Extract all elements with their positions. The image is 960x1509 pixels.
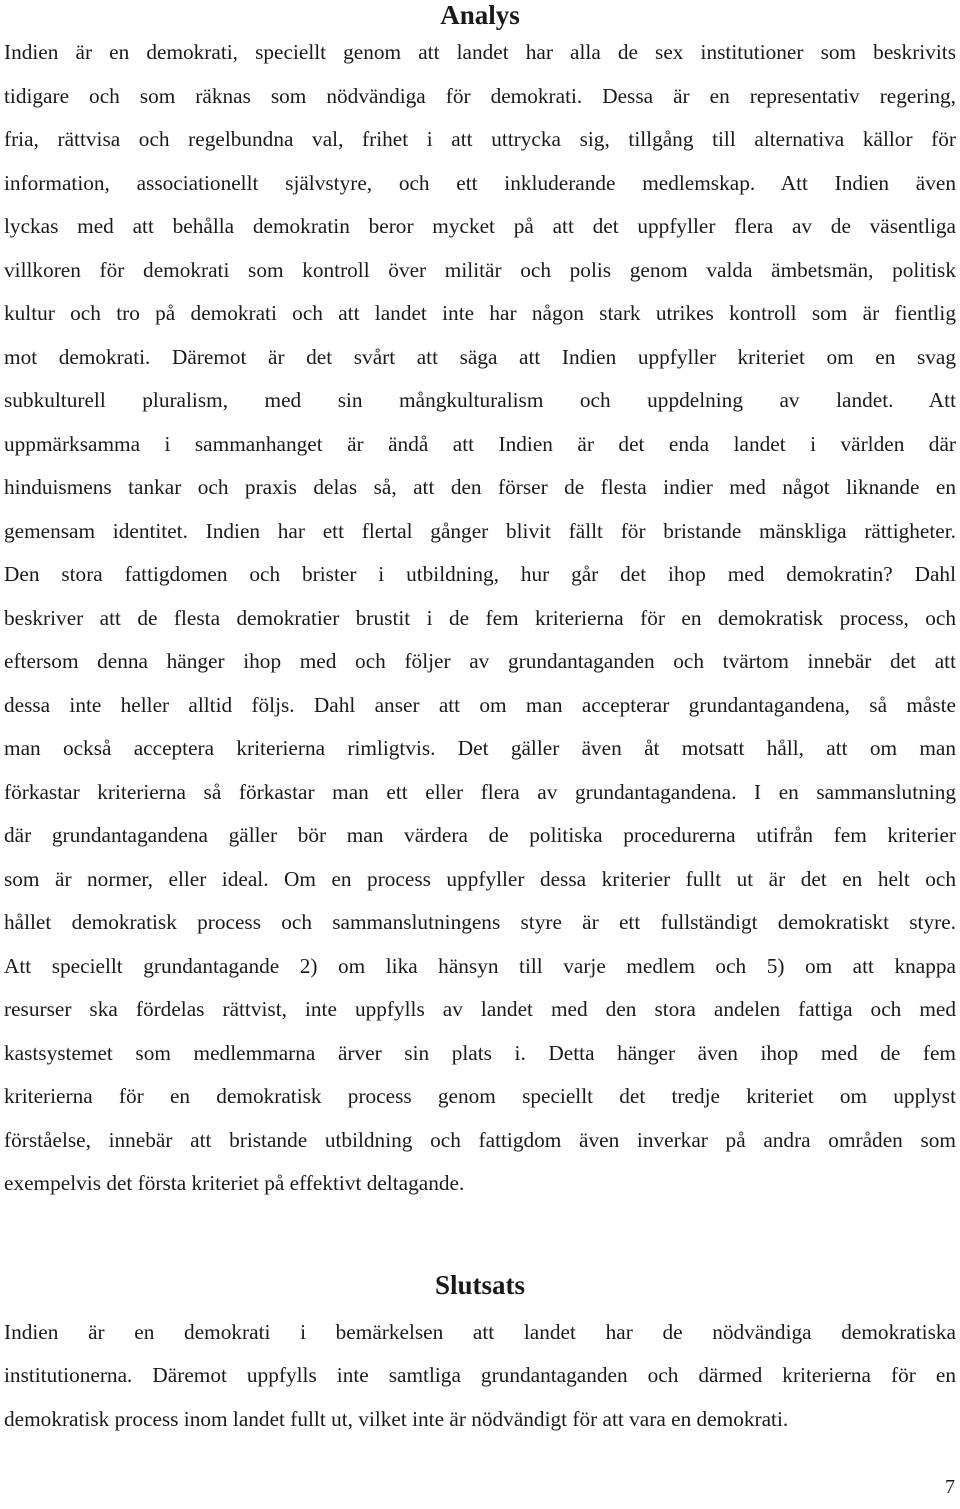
text-line: resurser ska fördelas rättvist, inte uppfylls av landet med den stora andelen fattiga och med bbox=[4, 997, 956, 1021]
document-page bbox=[4, 0, 956, 1441]
text-line: Att speciellt grundantagande 2) om lika hänsyn till varje medlem och 5) om att knappa bbox=[4, 953, 956, 978]
text-line: man också acceptera kriterierna rimligtvis. Det gäller även åt motsatt håll, att om man bbox=[4, 736, 956, 760]
text-line: information, associationellt självstyre, och ett inkluderande medlemskap. Att Indien även bbox=[4, 170, 956, 195]
text-line: uppmärksamma i sammanhanget är ändå att Indien är det enda landet i världen där bbox=[4, 431, 956, 456]
text-line: gemensam identitet. Indien har ett flertal gånger blivit fällt för bristande mänskliga rättigheter. bbox=[4, 518, 956, 543]
page-number: 7 bbox=[945, 1476, 955, 1498]
text-line: tidigare och som räknas som nödvändiga för demokrati. Dessa är en representativ regering, bbox=[4, 83, 956, 108]
analys-heading: Analys bbox=[440, 0, 520, 30]
text-line: institutionerna. Däremot uppfylls inte samtliga grundantaganden och därmed kriterierna för en bbox=[4, 1363, 956, 1387]
text-line: lyckas med att behålla demokratin beror mycket på att det uppfyller flera av de väsentliga bbox=[4, 214, 956, 238]
text-line: dessa inte heller alltid följs. Dahl anser att om man accepterar grundantagandena, så måste bbox=[4, 692, 956, 717]
text-line: beskriver att de flesta demokratier brustit i de fem kriterierna för en demokratisk process, och bbox=[4, 605, 956, 630]
text-line: hinduismens tankar och praxis delas så, att den förser de flesta indier med något liknande en bbox=[4, 475, 956, 499]
text-line: Den stora fattigdomen och brister i utbildning, hur går det ihop med demokratin? Dahl bbox=[4, 562, 956, 586]
text-line: villkoren för demokrati som kontroll över militär och polis genom valda ämbetsmän, politisk bbox=[4, 257, 956, 282]
text-line: eftersom denna hänger ihop med och följer av grundantaganden och tvärtom innebär det att bbox=[4, 649, 956, 673]
text-line: Indien är en demokrati i bemärkelsen att landet har de nödvändiga demokratiska bbox=[4, 1319, 956, 1344]
text-line: exempelvis det första kriteriet på effektivt deltagande. bbox=[4, 1171, 465, 1195]
text-line: hållet demokratisk process och sammanslutningens styre är ett fullständigt demokratiskt styre. bbox=[4, 910, 956, 934]
text-line: fria, rättvisa och regelbundna val, frihet i att uttrycka sig, tillgång till alternativa källor för bbox=[4, 127, 956, 151]
text-line: subkulturell pluralism, med sin mångkulturalism och uppdelning av landet. Att bbox=[4, 388, 956, 412]
text-line: förståelse, innebär att bristande utbildning och fattigdom även inverkar på andra områden som bbox=[4, 1127, 956, 1152]
text-line: mot demokrati. Däremot är det svårt att säga att Indien uppfyller kriteriet om en svag bbox=[4, 344, 956, 369]
text-line: förkastar kriterierna så förkastar man ett eller flera av grundantagandena. I en sammanslutning bbox=[4, 779, 956, 804]
text-line: som är normer, eller ideal. Om en process uppfyller dessa kriterier fullt ut är det en helt och bbox=[4, 866, 956, 891]
text-line: kriterierna för en demokratisk process genom speciellt det tredje kriteriet om upplyst bbox=[4, 1084, 956, 1108]
text-line: kastsystemet som medlemmarna ärver sin plats i. Detta hänger även ihop med de fem bbox=[4, 1040, 956, 1065]
slutsats-heading: Slutsats bbox=[434, 1269, 526, 1300]
text-line: Indien är en demokrati, speciellt genom att landet har alla de sex institutioner som beskrivits bbox=[4, 40, 956, 64]
text-line: demokratisk process inom landet fullt ut, vilket inte är nödvändigt för att vara en demokrati. bbox=[4, 1406, 789, 1431]
slutsats-paragraph bbox=[4, 1311, 956, 1442]
text-line: där grundantagandena gäller bör man värdera de politiska procedurerna utifrån fem kriterier bbox=[4, 823, 956, 847]
text-line: kultur och tro på demokrati och att landet inte har någon stark utrikes kontroll som är fientlig bbox=[4, 301, 956, 325]
analys-paragraph bbox=[4, 31, 956, 1206]
